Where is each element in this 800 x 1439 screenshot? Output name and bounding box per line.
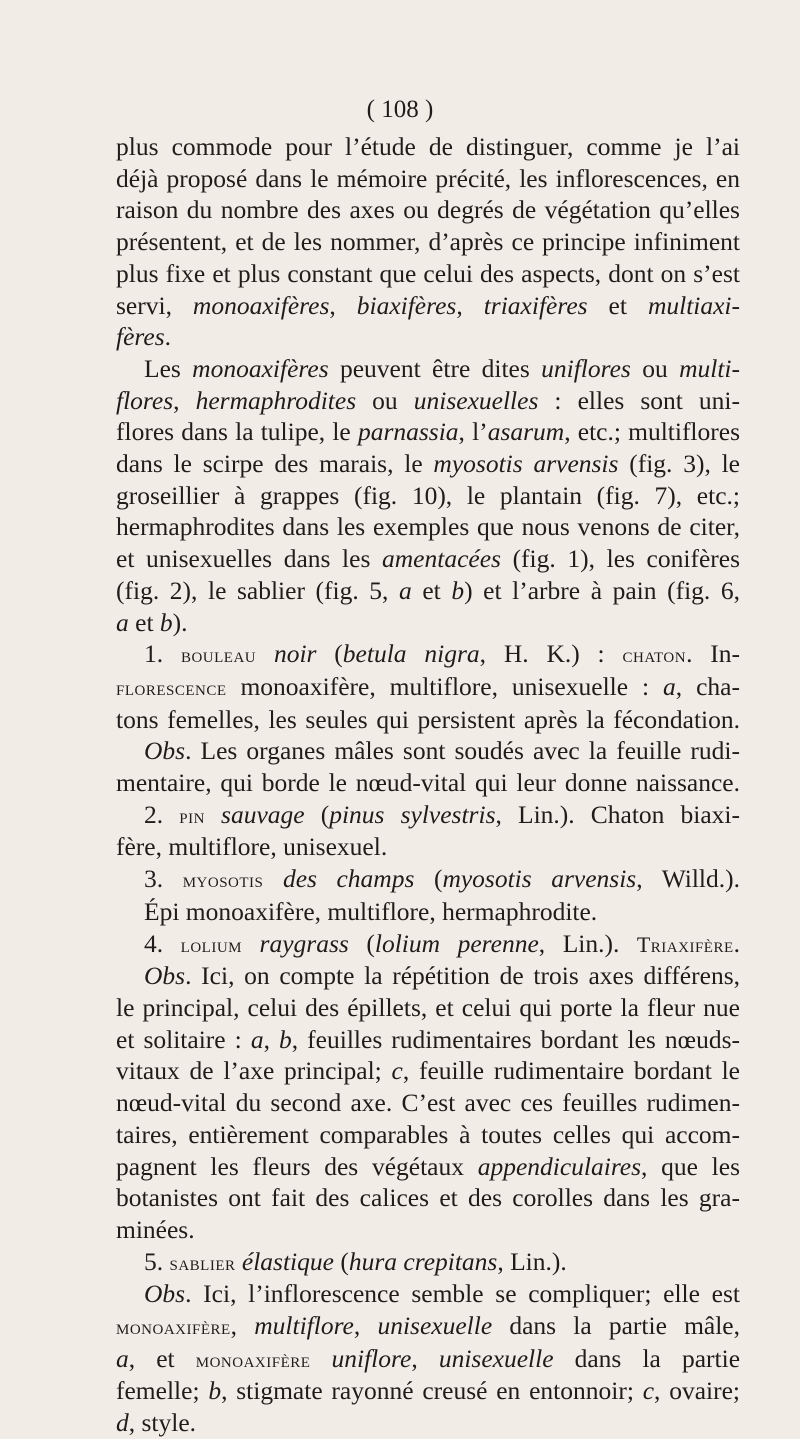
text-run: ,: [456, 290, 484, 320]
italic-text: fères: [116, 322, 165, 352]
italic-text: élastique: [241, 1246, 334, 1276]
text-run: (fig. 2), le sablier (fig. 5,: [116, 575, 400, 605]
text-line: [116, 1310, 740, 1343]
italic-text: Obs: [144, 736, 186, 766]
text-run: ,: [329, 290, 357, 320]
text-line: [116, 1119, 740, 1151]
italic-text: biaxifères: [356, 290, 457, 320]
italic-text: Obs: [144, 1279, 186, 1309]
text-run: : elles sont uni-: [538, 385, 741, 415]
text-line: [116, 1055, 740, 1087]
italic-text: triaxifères: [483, 290, 588, 320]
text-run: Les: [144, 353, 193, 383]
italic-text: multiflore: [254, 1311, 354, 1341]
text-run: (: [348, 928, 375, 958]
text-line: [116, 511, 740, 543]
italic-text: b: [208, 1376, 222, 1406]
text-run: . Ici, on compte la répétition de trois axes différens,: [185, 961, 740, 991]
text-run: le principal, celui des épillets, et celui qui porte la fleur nue: [116, 992, 740, 1022]
italic-text: hura crepitans: [348, 1246, 498, 1276]
italic-text: uniflores: [541, 353, 631, 383]
italic-text: c: [642, 1376, 655, 1406]
text-line: [116, 194, 740, 226]
text-run: ,: [353, 1311, 378, 1341]
small-caps-text: myosotis: [182, 867, 264, 893]
text-run: flores dans la tulipe, le: [116, 417, 358, 447]
text-run: dans la partie mâle,: [492, 1311, 741, 1341]
italic-text: b: [159, 607, 173, 637]
text-run: et solitaire :: [116, 1024, 251, 1054]
text-run: et: [128, 607, 160, 637]
italic-text: myosotis arvensis: [442, 864, 637, 894]
text-run: et unisexuelles dans les: [116, 544, 382, 574]
text-run: fère, multiflore, unisexuel.: [116, 832, 388, 862]
text-line: [116, 1278, 740, 1310]
text-run: ).: [172, 607, 188, 637]
text-line: [116, 735, 740, 767]
page-number: ( 108 ): [366, 96, 434, 123]
text-run: peuvent être dites: [328, 353, 542, 383]
text-run: . Ici, l’inflorescence semble se compliquer; elle est: [185, 1279, 740, 1309]
text-run: monoaxifère, multiflore, unisexuelle :: [226, 671, 664, 701]
text-run: ou: [356, 385, 414, 415]
text-run: mentaire, qui borde le nœud-vital qui leur donne naissance.: [116, 768, 740, 798]
text-run: , cha-: [675, 671, 740, 701]
text-run: 2.: [144, 799, 180, 829]
text-run: , Willd.).: [636, 864, 740, 894]
text-run: ,: [173, 385, 196, 415]
text-run: plus fixe et plus constant que celui des aspects, dont on s’est: [116, 258, 740, 288]
text-line: [116, 799, 740, 832]
text-run: ou: [630, 353, 680, 383]
italic-text: des champs: [282, 864, 415, 894]
text-run: minées.: [116, 1214, 195, 1244]
text-run: ,: [263, 1024, 279, 1054]
text-run: tons femelles, les seules qui persistent après la fécondation.: [116, 704, 740, 734]
small-caps-text: florescence: [116, 674, 227, 700]
text-line: [116, 1024, 740, 1056]
italic-text: amentacées: [382, 544, 501, 574]
text-run: présentent, et de les nommer, d’après ce principe infiniment: [116, 227, 740, 257]
text-line: [116, 575, 740, 607]
text-line: [116, 226, 740, 258]
italic-text: asarum: [487, 417, 565, 447]
text-run: , stigmate rayonné creusé en entonnoir;: [221, 1376, 643, 1406]
italic-text: b: [279, 1024, 292, 1054]
italic-text: multi-: [679, 353, 740, 383]
text-run: , H. K.) :: [479, 639, 623, 669]
text-line: [116, 1214, 740, 1246]
text-line: [116, 480, 740, 512]
italic-text: lolium perenne: [374, 928, 539, 958]
text-line: [116, 1343, 740, 1376]
italic-text: unisexuelle: [438, 1343, 554, 1373]
text-line: [116, 258, 740, 290]
italic-text: a: [250, 1024, 264, 1054]
text-run: (fig. 1), les conifères: [500, 544, 740, 574]
text-run: pagnent les fleurs des végétaux: [116, 1151, 478, 1181]
text-run: (: [304, 799, 330, 829]
small-caps-text: bouleau: [180, 642, 257, 668]
italic-text: monoaxifères: [192, 353, 329, 383]
text-run: , que les: [641, 1151, 740, 1181]
italic-text: myosotis arvensis: [433, 449, 619, 479]
text-run: [242, 929, 260, 958]
text-line: [116, 1246, 740, 1279]
text-line: [116, 928, 740, 961]
text-line: [116, 543, 740, 575]
text-run: (: [316, 639, 343, 669]
italic-text: Obs: [144, 961, 186, 991]
small-caps-text: monoaxifère: [195, 1346, 311, 1372]
text-line: [116, 638, 740, 671]
text-run: et: [411, 575, 452, 605]
text-line: [116, 831, 740, 863]
italic-text: a: [399, 575, 412, 605]
text-run: , Lin.).: [538, 928, 637, 958]
text-line: [116, 992, 740, 1024]
text-run: [205, 800, 221, 829]
text-run: , etc.; multiflores: [564, 417, 741, 447]
text-run: taires, entièrement comparables à toutes celles qui accom-: [116, 1119, 740, 1149]
italic-text: monoaxifères: [192, 290, 330, 320]
italic-text: raygrass: [259, 928, 349, 958]
text-line: [116, 321, 740, 353]
italic-text: sauvage: [221, 799, 305, 829]
small-caps-text: pin: [179, 802, 205, 828]
italic-text: flores: [116, 385, 174, 415]
text-run: ,: [230, 1311, 255, 1341]
text-line: [116, 1087, 740, 1119]
text-run: ,: [411, 1343, 439, 1373]
italic-text: a: [116, 607, 129, 637]
text-line: [116, 704, 740, 736]
text-run: hermaphrodites dans les exemples que nous venons de citer,: [116, 512, 740, 542]
italic-text: a: [663, 671, 676, 701]
text-run: , feuille rudimentaire bordant le: [402, 1056, 740, 1086]
italic-text: c: [391, 1056, 403, 1086]
text-run: dans le scirpe des marais, le: [116, 449, 434, 479]
text-run: ) et l’arbre à pain (fig. 6,: [464, 575, 740, 605]
italic-text: multiaxi-: [647, 290, 741, 320]
text-line: [116, 607, 740, 639]
text-run: (fig. 3), le: [618, 449, 740, 479]
text-line: [116, 671, 740, 704]
text-run: servi,: [116, 290, 193, 320]
text-run: . Les organes mâles sont soudés avec la feuille rudi-: [185, 736, 740, 766]
text-line: [116, 960, 740, 992]
text-run: , style.: [128, 1408, 197, 1438]
text-run: . In-: [686, 639, 740, 669]
text-run: dans la partie: [553, 1343, 741, 1373]
text-run: 5.: [144, 1246, 170, 1276]
italic-text: a: [116, 1343, 129, 1373]
text-line: [116, 163, 740, 195]
text-run: [263, 864, 283, 893]
text-line: [116, 863, 740, 896]
text-run: , ovaire;: [654, 1376, 740, 1406]
text-run: , l’: [458, 417, 488, 447]
italic-text: b: [451, 575, 465, 605]
body-text: [116, 131, 740, 1439]
text-line: [116, 290, 740, 322]
small-caps-text: monoaxifère: [116, 1314, 231, 1340]
italic-text: d: [116, 1408, 129, 1438]
text-run: raison du nombre des axes ou degrés de végétation qu’elles: [116, 195, 740, 225]
text-run: vitaux de l’axe principal;: [116, 1056, 392, 1086]
text-run: groseillier à grappes (fig. 10), le plantain (fig. 7), etc.;: [116, 480, 740, 510]
text-run: femelle;: [116, 1376, 209, 1406]
text-run: , Lin.).: [497, 1246, 567, 1276]
text-run: (: [414, 864, 443, 894]
text-run: , et: [128, 1343, 196, 1373]
italic-text: unisexuelle: [377, 1311, 493, 1341]
small-caps-text: chaton: [622, 642, 687, 668]
italic-text: pinus sylvestris: [329, 799, 496, 829]
text-line: [116, 1182, 740, 1214]
text-run: , Lin.). Chaton biaxi-: [495, 799, 741, 829]
small-caps-text: sablier: [169, 1249, 236, 1275]
italic-text: unisexuelles: [413, 385, 539, 415]
text-run: (: [333, 1246, 349, 1276]
italic-text: hermaphrodites: [195, 385, 357, 415]
text-line: [116, 416, 740, 448]
text-line: [116, 385, 740, 417]
text-line: [116, 131, 740, 163]
text-run: et: [587, 290, 648, 320]
text-run: 1.: [144, 639, 181, 669]
text-run: , feuilles rudimentaires bordant les nœuds-: [291, 1024, 740, 1054]
text-run: 4.: [144, 928, 181, 958]
small-caps-text: Triaxifère: [636, 931, 734, 957]
italic-text: parnassia: [357, 417, 459, 447]
text-line: [116, 1151, 740, 1183]
small-caps-text: lolium: [180, 931, 242, 957]
text-line: [116, 448, 740, 480]
text-run: Épi monoaxifère, multiflore, hermaphrodite.: [144, 896, 598, 926]
text-run: [310, 1344, 331, 1373]
text-line: [116, 767, 740, 799]
text-run: plus commode pour l’étude de distinguer, comme je l’ai: [116, 132, 740, 161]
text-run: .: [164, 322, 171, 352]
text-line: [116, 1375, 740, 1407]
text-run: .: [733, 928, 740, 958]
italic-text: noir: [273, 639, 317, 669]
italic-text: appendiculaires: [477, 1151, 642, 1181]
text-line: [116, 353, 740, 385]
text-run: [256, 639, 274, 668]
text-run: 3.: [144, 864, 183, 894]
text-line: [116, 1407, 740, 1439]
italic-text: betula nigra: [342, 639, 480, 669]
text-run: déjà proposé dans le mémoire précité, les inflorescences, en: [116, 163, 740, 193]
text-run: botanistes ont fait des calices et des corolles dans les gra-: [116, 1183, 740, 1213]
italic-text: uniflore: [331, 1343, 412, 1373]
text-run: nœud-vital du second axe. C’est avec ces feuilles rudimen-: [116, 1088, 740, 1118]
text-line: [116, 896, 740, 928]
